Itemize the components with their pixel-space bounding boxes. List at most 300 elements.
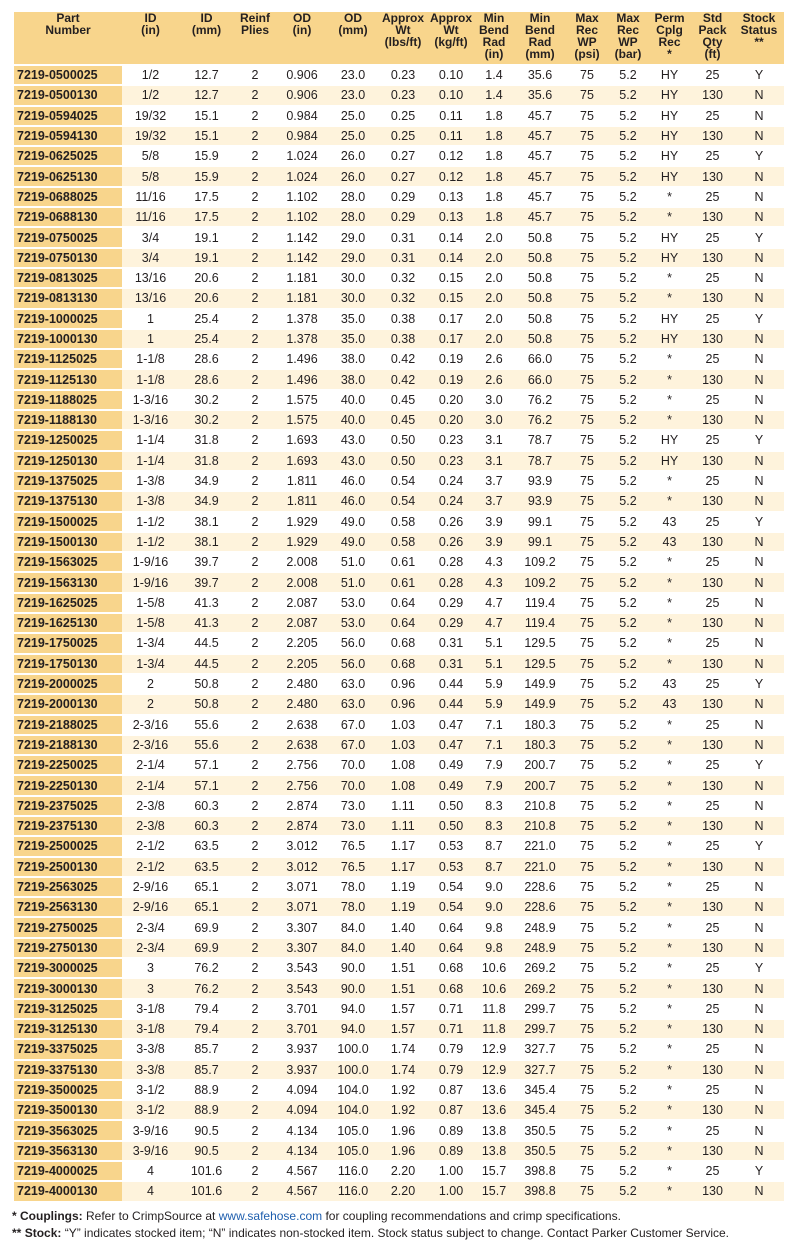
cell-bend-rad-mm: 119.4 <box>514 593 566 613</box>
cell-od-in: 3.543 <box>276 958 328 978</box>
cell-id-mm: 12.7 <box>179 65 234 85</box>
cell-od-mm: 49.0 <box>328 532 378 552</box>
cell-bend-rad-mm: 76.2 <box>514 390 566 410</box>
cell-bend-rad-in: 5.1 <box>474 633 514 653</box>
cell-wp-bar: 5.2 <box>608 694 648 714</box>
cell-std-pack-qty: 25 <box>691 471 734 491</box>
cell-od-in: 4.094 <box>276 1100 328 1120</box>
cell-std-pack-qty: 130 <box>691 85 734 105</box>
cell-reinf-plies: 2 <box>234 1181 276 1201</box>
table-row <box>14 897 784 917</box>
cell-id-mm: 38.1 <box>179 532 234 552</box>
cell-od-in: 1.378 <box>276 309 328 329</box>
cell-id-mm: 41.3 <box>179 593 234 613</box>
cell-perm-cplg-rec: HY <box>648 106 691 126</box>
column-header-perm-cplg-rec <box>648 12 691 65</box>
table-row <box>14 674 784 694</box>
cell-id-in: 11/16 <box>122 187 179 207</box>
cell-bend-rad-in: 2.0 <box>474 268 514 288</box>
column-header-reinf-plies <box>234 12 276 65</box>
cell-stock-status: Y <box>734 836 784 856</box>
cell-id-in: 1-1/8 <box>122 349 179 369</box>
cell-wt-lbs-ft: 0.29 <box>378 207 428 227</box>
table-row <box>14 1141 784 1161</box>
cell-reinf-plies: 2 <box>234 1039 276 1059</box>
cell-id-in: 1-1/8 <box>122 369 179 389</box>
cell-wt-lbs-ft: 0.38 <box>378 309 428 329</box>
cell-stock-status: N <box>734 1039 784 1059</box>
cell-part-number: 7219-1625025 <box>14 593 122 613</box>
cell-wp-psi: 75 <box>566 85 608 105</box>
cell-id-in: 3-9/16 <box>122 1141 179 1161</box>
cell-wt-lbs-ft: 0.68 <box>378 633 428 653</box>
cell-wp-bar: 5.2 <box>608 207 648 227</box>
cell-od-in: 2.638 <box>276 715 328 735</box>
cell-wt-lbs-ft: 1.17 <box>378 836 428 856</box>
cell-perm-cplg-rec: * <box>648 572 691 592</box>
cell-id-mm: 79.4 <box>179 1019 234 1039</box>
cell-part-number: 7219-1000130 <box>14 329 122 349</box>
cell-std-pack-qty: 25 <box>691 390 734 410</box>
table-row <box>14 1181 784 1201</box>
cell-wp-bar: 5.2 <box>608 126 648 146</box>
cell-part-number: 7219-3563130 <box>14 1141 122 1161</box>
cell-od-mm: 73.0 <box>328 816 378 836</box>
cell-od-in: 4.134 <box>276 1141 328 1161</box>
cell-wt-kg-ft: 0.54 <box>428 897 474 917</box>
cell-std-pack-qty: 130 <box>691 978 734 998</box>
header-row <box>14 12 784 65</box>
cell-wp-bar: 5.2 <box>608 897 648 917</box>
cell-std-pack-qty: 25 <box>691 877 734 897</box>
cell-od-mm: 35.0 <box>328 329 378 349</box>
cell-perm-cplg-rec: * <box>648 187 691 207</box>
cell-id-mm: 15.9 <box>179 146 234 166</box>
cell-id-mm: 39.7 <box>179 552 234 572</box>
table-row <box>14 390 784 410</box>
cell-wp-bar: 5.2 <box>608 227 648 247</box>
cell-part-number: 7219-2250025 <box>14 755 122 775</box>
cell-stock-status: N <box>734 694 784 714</box>
cell-od-in: 1.575 <box>276 390 328 410</box>
cell-part-number: 7219-2750025 <box>14 917 122 937</box>
cell-od-in: 1.496 <box>276 349 328 369</box>
cell-perm-cplg-rec: * <box>648 755 691 775</box>
cell-bend-rad-mm: 45.7 <box>514 146 566 166</box>
column-header-label: Approx Wt (lbs/ft) <box>382 11 424 49</box>
footnote-marker: ** <box>12 1226 22 1240</box>
table-row <box>14 227 784 247</box>
cell-wp-psi: 75 <box>566 613 608 633</box>
cell-bend-rad-mm: 345.4 <box>514 1080 566 1100</box>
cell-bend-rad-in: 13.8 <box>474 1120 514 1140</box>
cell-stock-status: N <box>734 938 784 958</box>
cell-std-pack-qty: 25 <box>691 1161 734 1181</box>
cell-bend-rad-mm: 228.6 <box>514 897 566 917</box>
cell-id-in: 3-1/8 <box>122 1019 179 1039</box>
cell-wt-kg-ft: 0.15 <box>428 268 474 288</box>
cell-stock-status: N <box>734 349 784 369</box>
cell-std-pack-qty: 25 <box>691 1080 734 1100</box>
table-row <box>14 613 784 633</box>
cell-wp-psi: 75 <box>566 1100 608 1120</box>
cell-bend-rad-mm: 221.0 <box>514 857 566 877</box>
cell-od-mm: 53.0 <box>328 613 378 633</box>
cell-bend-rad-in: 12.9 <box>474 1039 514 1059</box>
cell-od-mm: 51.0 <box>328 552 378 572</box>
table-row <box>14 268 784 288</box>
cell-part-number: 7219-1563130 <box>14 572 122 592</box>
cell-perm-cplg-rec: * <box>648 735 691 755</box>
cell-bend-rad-mm: 109.2 <box>514 572 566 592</box>
cell-wt-kg-ft: 0.26 <box>428 512 474 532</box>
cell-bend-rad-mm: 93.9 <box>514 471 566 491</box>
cell-std-pack-qty: 25 <box>691 268 734 288</box>
cell-wp-bar: 5.2 <box>608 85 648 105</box>
cell-part-number: 7219-2188025 <box>14 715 122 735</box>
cell-stock-status: N <box>734 329 784 349</box>
cell-wp-psi: 75 <box>566 227 608 247</box>
table-row <box>14 633 784 653</box>
cell-wp-psi: 75 <box>566 268 608 288</box>
footnotes <box>12 1208 792 1242</box>
cell-od-mm: 46.0 <box>328 491 378 511</box>
cell-wt-kg-ft: 0.68 <box>428 978 474 998</box>
cell-std-pack-qty: 25 <box>691 430 734 450</box>
cell-wp-bar: 5.2 <box>608 369 648 389</box>
cell-std-pack-qty: 25 <box>691 1120 734 1140</box>
cell-id-in: 1/2 <box>122 65 179 85</box>
cell-reinf-plies: 2 <box>234 471 276 491</box>
cell-bend-rad-in: 1.8 <box>474 207 514 227</box>
cell-wt-lbs-ft: 1.92 <box>378 1080 428 1100</box>
cell-od-mm: 100.0 <box>328 1060 378 1080</box>
cell-bend-rad-in: 9.0 <box>474 897 514 917</box>
table-row <box>14 85 784 105</box>
cell-bend-rad-mm: 269.2 <box>514 958 566 978</box>
footnote-label: Couplings: <box>20 1209 83 1223</box>
cell-std-pack-qty: 130 <box>691 694 734 714</box>
cell-id-mm: 30.2 <box>179 410 234 430</box>
cell-std-pack-qty: 25 <box>691 146 734 166</box>
cell-wp-bar: 5.2 <box>608 430 648 450</box>
column-header-label: Max Rec WP (bar) <box>614 11 642 61</box>
cell-od-in: 2.756 <box>276 755 328 775</box>
cell-reinf-plies: 2 <box>234 369 276 389</box>
cell-wt-kg-ft: 0.12 <box>428 166 474 186</box>
cell-part-number: 7219-2500130 <box>14 857 122 877</box>
cell-perm-cplg-rec: HY <box>648 227 691 247</box>
cell-bend-rad-in: 9.8 <box>474 938 514 958</box>
cell-od-in: 1.024 <box>276 166 328 186</box>
cell-od-mm: 29.0 <box>328 248 378 268</box>
cell-stock-status: N <box>734 1060 784 1080</box>
cell-wt-kg-ft: 0.49 <box>428 755 474 775</box>
cell-id-in: 1-3/4 <box>122 633 179 653</box>
cell-bend-rad-in: 13.8 <box>474 1141 514 1161</box>
cell-part-number: 7219-0594025 <box>14 106 122 126</box>
table-row <box>14 999 784 1019</box>
cell-od-mm: 76.5 <box>328 836 378 856</box>
cell-id-in: 3 <box>122 978 179 998</box>
cell-wp-psi: 75 <box>566 978 608 998</box>
cell-wp-psi: 75 <box>566 451 608 471</box>
cell-std-pack-qty: 25 <box>691 227 734 247</box>
table-row <box>14 816 784 836</box>
cell-id-mm: 31.8 <box>179 430 234 450</box>
cell-part-number: 7219-0625025 <box>14 146 122 166</box>
cell-wt-kg-ft: 0.24 <box>428 471 474 491</box>
cell-od-mm: 46.0 <box>328 471 378 491</box>
cell-wp-psi: 75 <box>566 166 608 186</box>
cell-std-pack-qty: 130 <box>691 369 734 389</box>
cell-od-mm: 90.0 <box>328 958 378 978</box>
cell-wt-kg-ft: 0.44 <box>428 694 474 714</box>
cell-bend-rad-mm: 78.7 <box>514 430 566 450</box>
cell-bend-rad-mm: 66.0 <box>514 369 566 389</box>
cell-bend-rad-mm: 99.1 <box>514 512 566 532</box>
cell-wt-kg-ft: 0.31 <box>428 654 474 674</box>
cell-id-in: 1-3/16 <box>122 410 179 430</box>
cell-stock-status: N <box>734 552 784 572</box>
cell-wp-bar: 5.2 <box>608 1039 648 1059</box>
cell-perm-cplg-rec: HY <box>648 85 691 105</box>
cell-bend-rad-in: 3.7 <box>474 471 514 491</box>
cell-bend-rad-in: 2.0 <box>474 227 514 247</box>
cell-perm-cplg-rec: HY <box>648 65 691 85</box>
cell-stock-status: N <box>734 1080 784 1100</box>
cell-id-mm: 12.7 <box>179 85 234 105</box>
cell-wp-psi: 75 <box>566 309 608 329</box>
cell-part-number: 7219-2375025 <box>14 796 122 816</box>
cell-wp-psi: 75 <box>566 491 608 511</box>
cell-wp-bar: 5.2 <box>608 857 648 877</box>
safehose-link[interactable]: www.safehose.com <box>218 1209 323 1223</box>
cell-part-number: 7219-2750130 <box>14 938 122 958</box>
cell-reinf-plies: 2 <box>234 1161 276 1181</box>
cell-reinf-plies: 2 <box>234 917 276 937</box>
cell-stock-status: Y <box>734 958 784 978</box>
column-header-id-mm <box>179 12 234 65</box>
cell-od-mm: 70.0 <box>328 775 378 795</box>
cell-perm-cplg-rec: * <box>648 491 691 511</box>
cell-stock-status: Y <box>734 65 784 85</box>
cell-od-mm: 28.0 <box>328 207 378 227</box>
cell-wp-bar: 5.2 <box>608 593 648 613</box>
cell-std-pack-qty: 25 <box>691 1039 734 1059</box>
cell-std-pack-qty: 130 <box>691 329 734 349</box>
cell-id-in: 1-3/4 <box>122 654 179 674</box>
cell-std-pack-qty: 130 <box>691 126 734 146</box>
cell-std-pack-qty: 130 <box>691 1100 734 1120</box>
cell-id-mm: 65.1 <box>179 877 234 897</box>
cell-id-in: 3/4 <box>122 227 179 247</box>
cell-stock-status: N <box>734 451 784 471</box>
cell-reinf-plies: 2 <box>234 978 276 998</box>
cell-wp-bar: 5.2 <box>608 268 648 288</box>
cell-od-mm: 104.0 <box>328 1100 378 1120</box>
cell-id-mm: 15.1 <box>179 106 234 126</box>
cell-std-pack-qty: 25 <box>691 552 734 572</box>
table-row <box>14 552 784 572</box>
footnote-text: for coupling recommendations and crimp specifications. <box>322 1209 621 1223</box>
cell-id-mm: 63.5 <box>179 836 234 856</box>
cell-std-pack-qty: 130 <box>691 207 734 227</box>
cell-wt-kg-ft: 1.00 <box>428 1161 474 1181</box>
cell-reinf-plies: 2 <box>234 958 276 978</box>
cell-od-mm: 105.0 <box>328 1141 378 1161</box>
cell-wt-kg-ft: 0.19 <box>428 349 474 369</box>
cell-stock-status: Y <box>734 755 784 775</box>
cell-od-mm: 116.0 <box>328 1161 378 1181</box>
cell-od-in: 3.937 <box>276 1060 328 1080</box>
cell-part-number: 7219-1500130 <box>14 532 122 552</box>
cell-stock-status: N <box>734 978 784 998</box>
cell-wp-psi: 75 <box>566 1019 608 1039</box>
cell-id-in: 3 <box>122 958 179 978</box>
cell-od-in: 1.693 <box>276 430 328 450</box>
cell-bend-rad-mm: 210.8 <box>514 796 566 816</box>
cell-od-mm: 78.0 <box>328 897 378 917</box>
cell-stock-status: N <box>734 532 784 552</box>
cell-part-number: 7219-1750025 <box>14 633 122 653</box>
cell-od-in: 2.756 <box>276 775 328 795</box>
table-row <box>14 410 784 430</box>
column-header-wt-kg-ft <box>428 12 474 65</box>
cell-wp-psi: 75 <box>566 1039 608 1059</box>
cell-wp-psi: 75 <box>566 369 608 389</box>
cell-part-number: 7219-1188130 <box>14 410 122 430</box>
cell-bend-rad-in: 1.8 <box>474 126 514 146</box>
cell-wt-lbs-ft: 1.03 <box>378 735 428 755</box>
cell-reinf-plies: 2 <box>234 430 276 450</box>
cell-od-in: 3.071 <box>276 897 328 917</box>
cell-stock-status: N <box>734 106 784 126</box>
cell-id-mm: 90.5 <box>179 1120 234 1140</box>
cell-wp-psi: 75 <box>566 796 608 816</box>
cell-od-in: 2.205 <box>276 654 328 674</box>
cell-bend-rad-in: 11.8 <box>474 999 514 1019</box>
footnote-label: Stock: <box>24 1226 62 1240</box>
cell-part-number: 7219-0813025 <box>14 268 122 288</box>
cell-stock-status: N <box>734 857 784 877</box>
cell-perm-cplg-rec: * <box>648 268 691 288</box>
cell-od-in: 4.567 <box>276 1161 328 1181</box>
cell-wp-bar: 5.2 <box>608 491 648 511</box>
cell-wp-bar: 5.2 <box>608 390 648 410</box>
cell-wp-bar: 5.2 <box>608 552 648 572</box>
cell-perm-cplg-rec: * <box>648 816 691 836</box>
cell-wt-lbs-ft: 0.42 <box>378 369 428 389</box>
cell-part-number: 7219-1563025 <box>14 552 122 572</box>
cell-od-mm: 90.0 <box>328 978 378 998</box>
table-row <box>14 106 784 126</box>
cell-wt-lbs-ft: 0.54 <box>378 471 428 491</box>
cell-wp-psi: 75 <box>566 288 608 308</box>
cell-id-mm: 60.3 <box>179 816 234 836</box>
cell-wp-bar: 5.2 <box>608 877 648 897</box>
cell-wt-lbs-ft: 1.17 <box>378 857 428 877</box>
cell-wp-bar: 5.2 <box>608 613 648 633</box>
cell-std-pack-qty: 25 <box>691 65 734 85</box>
table-row <box>14 471 784 491</box>
table-row <box>14 309 784 329</box>
cell-reinf-plies: 2 <box>234 897 276 917</box>
cell-perm-cplg-rec: HY <box>648 451 691 471</box>
cell-reinf-plies: 2 <box>234 187 276 207</box>
cell-od-in: 3.543 <box>276 978 328 998</box>
cell-reinf-plies: 2 <box>234 1100 276 1120</box>
cell-wp-bar: 5.2 <box>608 1019 648 1039</box>
cell-stock-status: N <box>734 288 784 308</box>
cell-id-mm: 88.9 <box>179 1100 234 1120</box>
cell-bend-rad-in: 10.6 <box>474 978 514 998</box>
column-header-bend-rad-in <box>474 12 514 65</box>
cell-bend-rad-mm: 119.4 <box>514 613 566 633</box>
cell-wp-psi: 75 <box>566 836 608 856</box>
cell-od-mm: 84.0 <box>328 917 378 937</box>
cell-id-in: 2-3/16 <box>122 715 179 735</box>
cell-wp-psi: 75 <box>566 390 608 410</box>
cell-perm-cplg-rec: * <box>648 471 691 491</box>
cell-bend-rad-in: 3.9 <box>474 512 514 532</box>
cell-wt-kg-ft: 0.24 <box>428 491 474 511</box>
cell-od-in: 3.307 <box>276 938 328 958</box>
table-row <box>14 917 784 937</box>
cell-wp-psi: 75 <box>566 1161 608 1181</box>
cell-wp-psi: 75 <box>566 572 608 592</box>
cell-part-number: 7219-0750025 <box>14 227 122 247</box>
cell-od-in: 2.008 <box>276 572 328 592</box>
cell-wt-kg-ft: 0.10 <box>428 85 474 105</box>
cell-stock-status: N <box>734 715 784 735</box>
column-header-std-pack-qty <box>691 12 734 65</box>
cell-wp-psi: 75 <box>566 917 608 937</box>
cell-od-in: 2.638 <box>276 735 328 755</box>
cell-bend-rad-mm: 35.6 <box>514 65 566 85</box>
cell-od-in: 2.480 <box>276 674 328 694</box>
footnote-text: “Y” indicates stocked item; “N” indicates non-stocked item. Stock status subject to change. Contact Parker Customer Service. <box>61 1226 729 1240</box>
cell-wt-kg-ft: 0.15 <box>428 288 474 308</box>
cell-od-mm: 116.0 <box>328 1181 378 1201</box>
table-row <box>14 349 784 369</box>
cell-od-mm: 30.0 <box>328 268 378 288</box>
cell-wt-lbs-ft: 0.31 <box>378 227 428 247</box>
column-header-od-mm <box>328 12 378 65</box>
cell-reinf-plies: 2 <box>234 633 276 653</box>
cell-part-number: 7219-3500130 <box>14 1100 122 1120</box>
table-row <box>14 1100 784 1120</box>
cell-wt-lbs-ft: 0.27 <box>378 166 428 186</box>
cell-wp-bar: 5.2 <box>608 146 648 166</box>
cell-od-mm: 67.0 <box>328 715 378 735</box>
cell-bend-rad-in: 3.1 <box>474 451 514 471</box>
cell-wt-kg-ft: 0.19 <box>428 369 474 389</box>
cell-wt-kg-ft: 0.89 <box>428 1120 474 1140</box>
cell-std-pack-qty: 25 <box>691 836 734 856</box>
cell-perm-cplg-rec: * <box>648 654 691 674</box>
cell-id-mm: 38.1 <box>179 512 234 532</box>
cell-std-pack-qty: 130 <box>691 1181 734 1201</box>
cell-stock-status: N <box>734 471 784 491</box>
cell-wt-kg-ft: 0.23 <box>428 430 474 450</box>
cell-reinf-plies: 2 <box>234 1141 276 1161</box>
cell-od-in: 3.012 <box>276 857 328 877</box>
footnote-marker: * <box>12 1209 17 1223</box>
cell-wp-psi: 75 <box>566 1080 608 1100</box>
cell-wp-psi: 75 <box>566 106 608 126</box>
table-row <box>14 248 784 268</box>
